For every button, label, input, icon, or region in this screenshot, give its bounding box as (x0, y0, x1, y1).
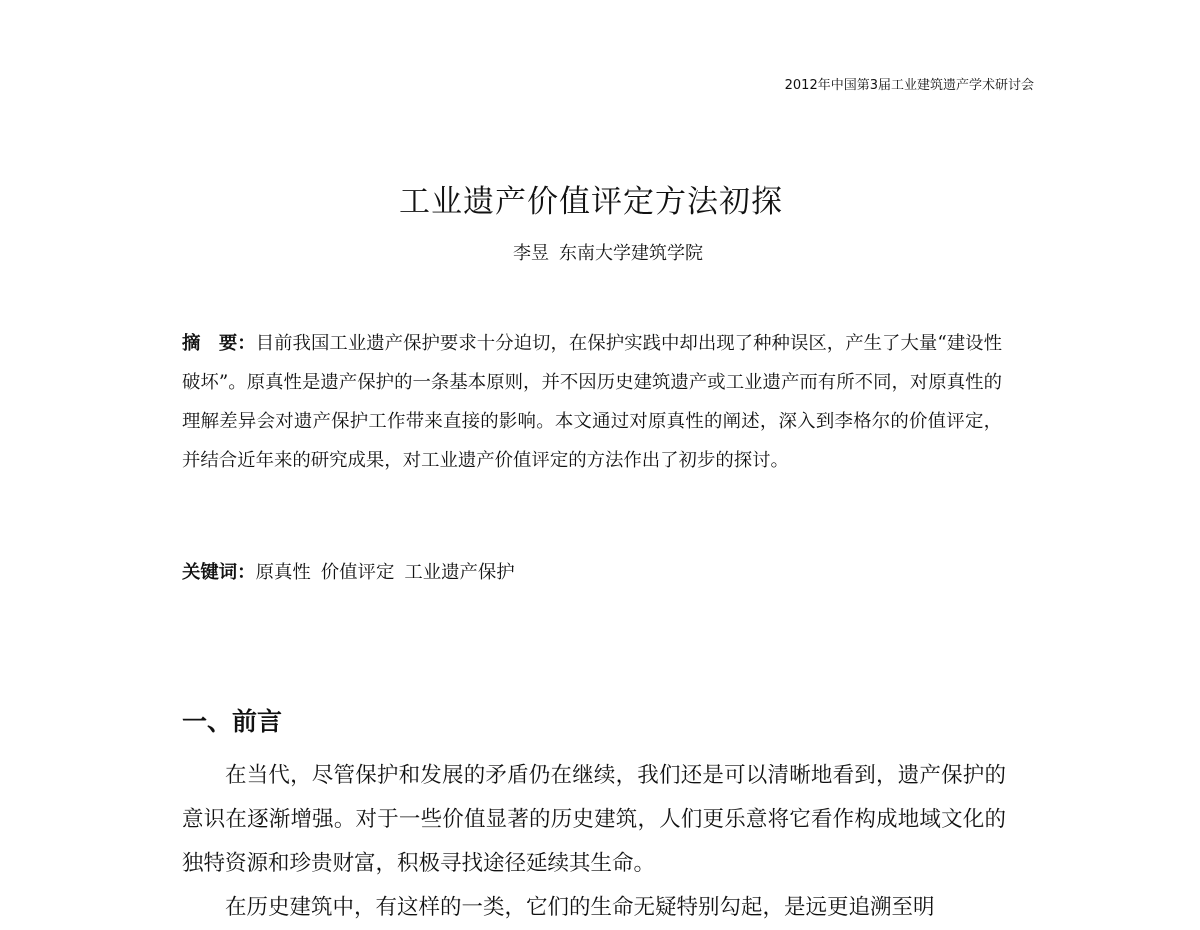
author-affiliation: 东南大学建筑学院 (559, 243, 703, 264)
abstract-label: 摘 要： (182, 333, 256, 354)
conference-header: 2012年中国第3届工业建筑遗产学术研讨会 (784, 78, 1034, 93)
author-name: 李昱 (513, 243, 549, 264)
keywords-label: 关键词： (182, 562, 256, 583)
keywords (182, 560, 515, 586)
keyword-item: 工业遗产保护 (404, 562, 515, 583)
abstract-text: 目前我国工业遗产保护要求十分迫切，在保护实践中却出现了种种误区，产生了大量“建设性破坏”。原真性是遗产保护的一条基本原则，并不因历史建筑遗产或工业遗产而有所不同，对原真性的理解差异会对遗产保护工作带来直接的影响。本文通过对原真性的阐述，深入到李格尔的价值评定，并结合近年来的研究成果，对工业遗产价值评定的方法作出了初步的探讨。 (182, 333, 1002, 471)
keyword-item: 价值评定 (320, 562, 395, 583)
body-paragraph-cut: 在历史建筑中，有这样的一类，它们的生命无疑特别勾起，是远更追溯至明 (225, 895, 935, 920)
author-line (0, 239, 1200, 265)
abstract (182, 324, 1002, 480)
keyword-item: 原真性 (255, 562, 311, 583)
section-heading: 一、前言 (182, 707, 283, 736)
body-paragraph: 在当代，尽管保护和发展的矛盾仍在继续，我们还是可以清晰地看到，遗产保护的意识在逐渐增强。对于一些价值显著的历史建筑，人们更乐意将它看作构成地域文化的独特资源和珍贵财富，积极寻找途径延续其生命。 (182, 763, 1006, 876)
paper-title: 工业遗产价值评定方法初探 (399, 184, 783, 220)
